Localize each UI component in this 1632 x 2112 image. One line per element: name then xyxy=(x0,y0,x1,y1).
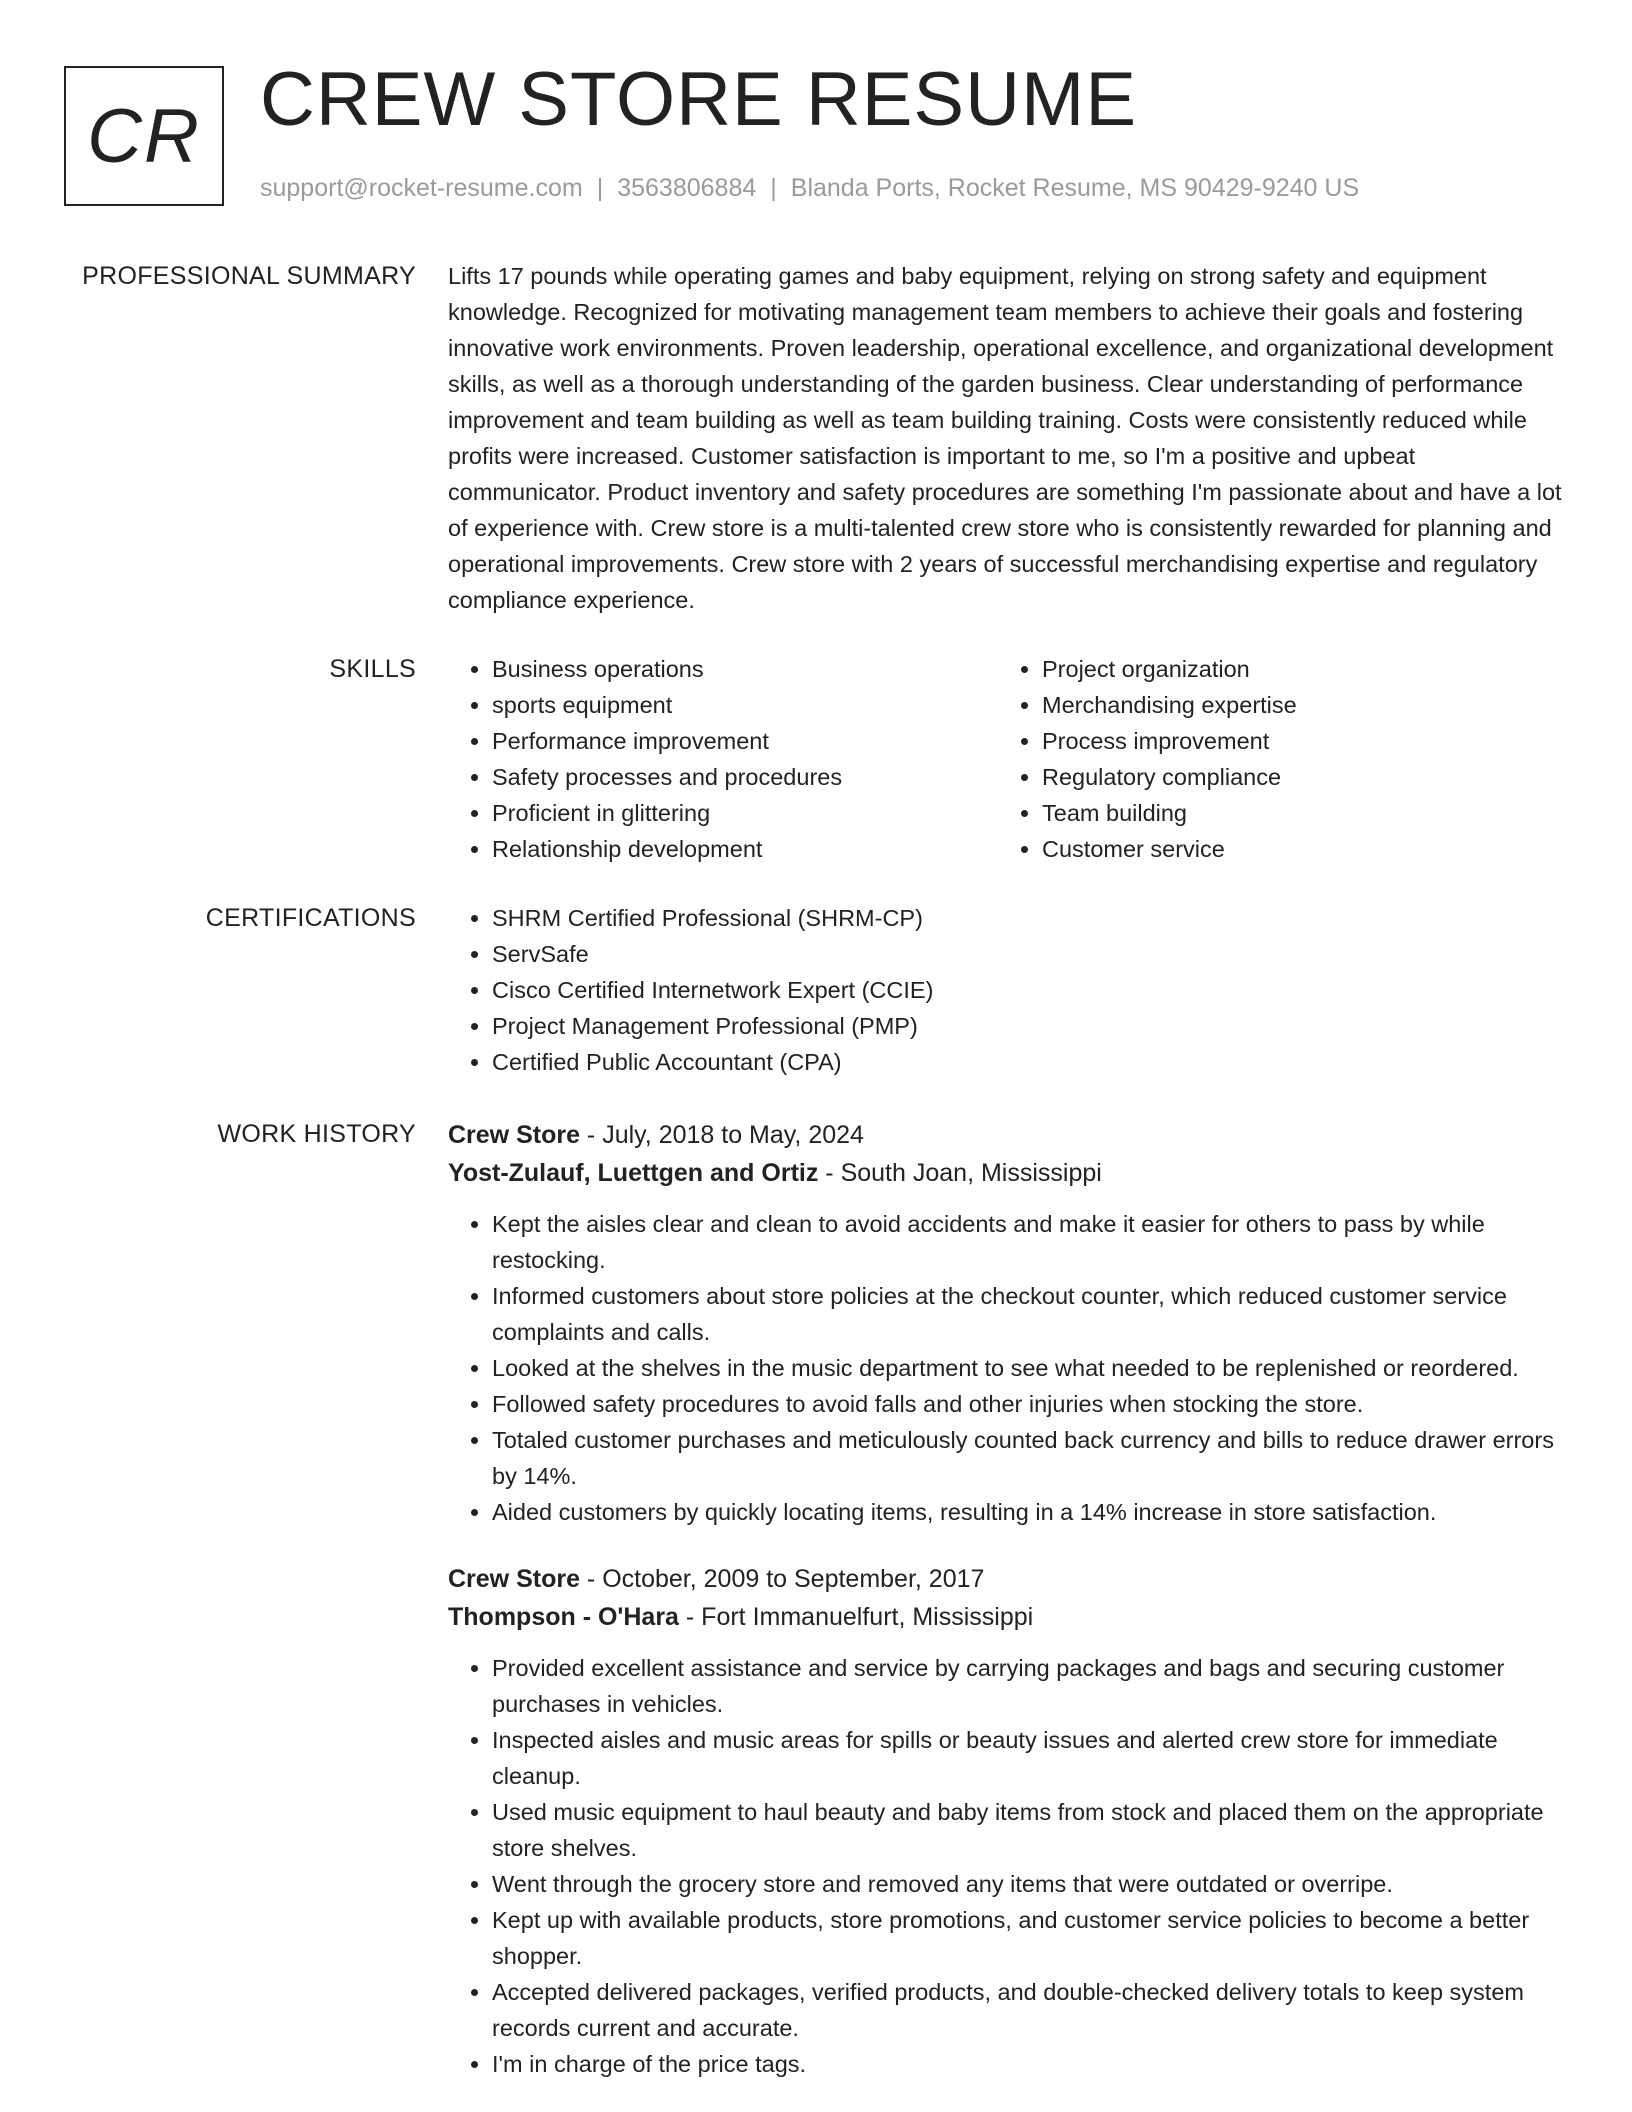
contact-phone[interactable]: 3563806884 xyxy=(617,174,757,202)
contact-address: Blanda Ports, Rocket Resume, MS 90429-9240 US xyxy=(790,174,1360,202)
skill-item: • Safety processes and procedures xyxy=(492,759,998,795)
skills-list-right xyxy=(998,651,1548,867)
skill-item: • Project organization xyxy=(1042,651,1548,687)
certification-item: • SHRM Certified Professional (SHRM-CP) xyxy=(492,900,1568,936)
job-bullet: • Kept the aisles clear and clean to avoid accidents and make it easier for others to pass by while restocking. xyxy=(492,1206,1568,1278)
skill-item: • Process improvement xyxy=(1042,723,1548,759)
job-employer: Thompson - O'Hara xyxy=(448,1603,679,1631)
job-bullet: • Went through the grocery store and removed any items that were outdated or overripe. xyxy=(492,1866,1568,1902)
resume-title: CREW STORE RESUME xyxy=(260,57,1138,142)
skill-item: • Team building xyxy=(1042,795,1548,831)
skills-body xyxy=(448,651,1568,867)
job-bullet: • Provided excellent assistance and service by carrying packages and bags and securing customer purchases in vehicles. xyxy=(492,1650,1568,1722)
contact-separator: | xyxy=(596,174,604,202)
certification-item: • Certified Public Accountant (CPA) xyxy=(492,1044,1568,1080)
job-bullet: • Used music equipment to haul beauty and baby items from stock and placed them on the appropriate store shelves. xyxy=(492,1794,1568,1866)
contact-separator: | xyxy=(770,174,777,202)
skill-item: • Proficient in glittering xyxy=(492,795,998,831)
job-employer-line xyxy=(448,1598,1568,1636)
job-dates: - October, 2009 to September, 2017 xyxy=(579,1565,985,1593)
certifications-heading: CERTIFICATIONS xyxy=(205,904,416,932)
job-bullet: • Followed safety procedures to avoid falls and other injuries when stocking the store. xyxy=(492,1386,1568,1422)
skills-column-right xyxy=(998,651,1548,867)
summary-heading: PROFESSIONAL SUMMARY xyxy=(82,262,416,290)
job-location: - Fort Immanuelfurt, Mississippi xyxy=(678,1603,1034,1631)
certifications-list xyxy=(448,900,1568,1080)
skills-column-left xyxy=(448,651,998,867)
job-bullet: • I'm in charge of the price tags. xyxy=(492,2046,1568,2082)
skill-item: • Merchandising expertise xyxy=(1042,687,1548,723)
contact-email[interactable]: support@rocket-resume.com xyxy=(260,174,583,202)
job-bullet: • Looked at the shelves in the music department to see what needed to be replenished or reordered. xyxy=(492,1350,1568,1386)
skills-heading: SKILLS xyxy=(329,655,416,683)
job-bullet: • Informed customers about store policies at the checkout counter, which reduced customer service complaints and calls. xyxy=(492,1278,1568,1350)
job-bullet: • Kept up with available products, store promotions, and customer service policies to become a better shopper. xyxy=(492,1902,1568,1974)
skill-item: • Performance improvement xyxy=(492,723,998,759)
summary-text: Lifts 17 pounds while operating games and baby equipment, relying on strong safety and equipment knowledge. Recognized for motivating management team members to achieve their goals and fostering innovative work environments. Proven leadership, operational excellence, and organizational development skills, as well as a thorough understanding of the garden business. Clear understanding of performance improvement and team building as well as team building training. Costs were consistently reduced while profits were increased. Customer satisfaction is important to me, so I'm a positive and upbeat communicator. Product inventory and safety procedures are something I'm passionate about and have a lot of experience with. Crew store is a multi-talented crew store who is consistently rewarded for planning and operational improvements. Crew store with 2 years of successful merchandising expertise and regulatory compliance experience. xyxy=(448,263,1562,613)
job-title-line xyxy=(448,1560,1568,1598)
job-bullet: • Totaled customer purchases and meticulously counted back currency and bills to reduce drawer errors by 14%. xyxy=(492,1422,1568,1494)
job-title-line xyxy=(448,1116,1568,1154)
monogram: CR xyxy=(64,66,224,206)
job-bullet: • Accepted delivered packages, verified products, and double-checked delivery totals to keep system records current and accurate. xyxy=(492,1974,1568,2046)
job-bullet: • Aided customers by quickly locating items, resulting in a 14% increase in store satisfaction. xyxy=(492,1494,1568,1530)
job-bullets xyxy=(448,1650,1568,2082)
job-title: Crew Store xyxy=(448,1121,580,1149)
skills-list-left xyxy=(448,651,998,867)
job-entry xyxy=(448,1116,1568,1530)
job-title: Crew Store xyxy=(448,1565,580,1593)
job-bullet: • Inspected aisles and music areas for spills or beauty issues and alerted crew store for immediate cleanup. xyxy=(492,1722,1568,1794)
summary-body xyxy=(448,258,1568,618)
job-employer: Yost-Zulauf, Luettgen and Ortiz xyxy=(448,1159,819,1187)
certification-item: • Project Management Professional (PMP) xyxy=(492,1008,1568,1044)
job-location: - South Joan, Mississippi xyxy=(818,1159,1102,1187)
skill-item: • Business operations xyxy=(492,651,998,687)
certifications-body xyxy=(448,900,1568,1080)
skill-item: • Relationship development xyxy=(492,831,998,867)
job-employer-line xyxy=(448,1154,1568,1192)
skill-item: • Customer service xyxy=(1042,831,1548,867)
certification-item: • Cisco Certified Internetwork Expert (CCIE) xyxy=(492,972,1568,1008)
work-history-body xyxy=(448,1116,1568,2082)
skill-item: • Regulatory compliance xyxy=(1042,759,1548,795)
job-dates: - July, 2018 to May, 2024 xyxy=(579,1121,864,1149)
work-history-heading: WORK HISTORY xyxy=(217,1120,416,1148)
skill-item: • sports equipment xyxy=(492,687,998,723)
job-entry xyxy=(448,1560,1568,2082)
certification-item: • ServSafe xyxy=(492,936,1568,972)
contact-line xyxy=(260,174,1359,203)
job-bullets xyxy=(448,1206,1568,1530)
